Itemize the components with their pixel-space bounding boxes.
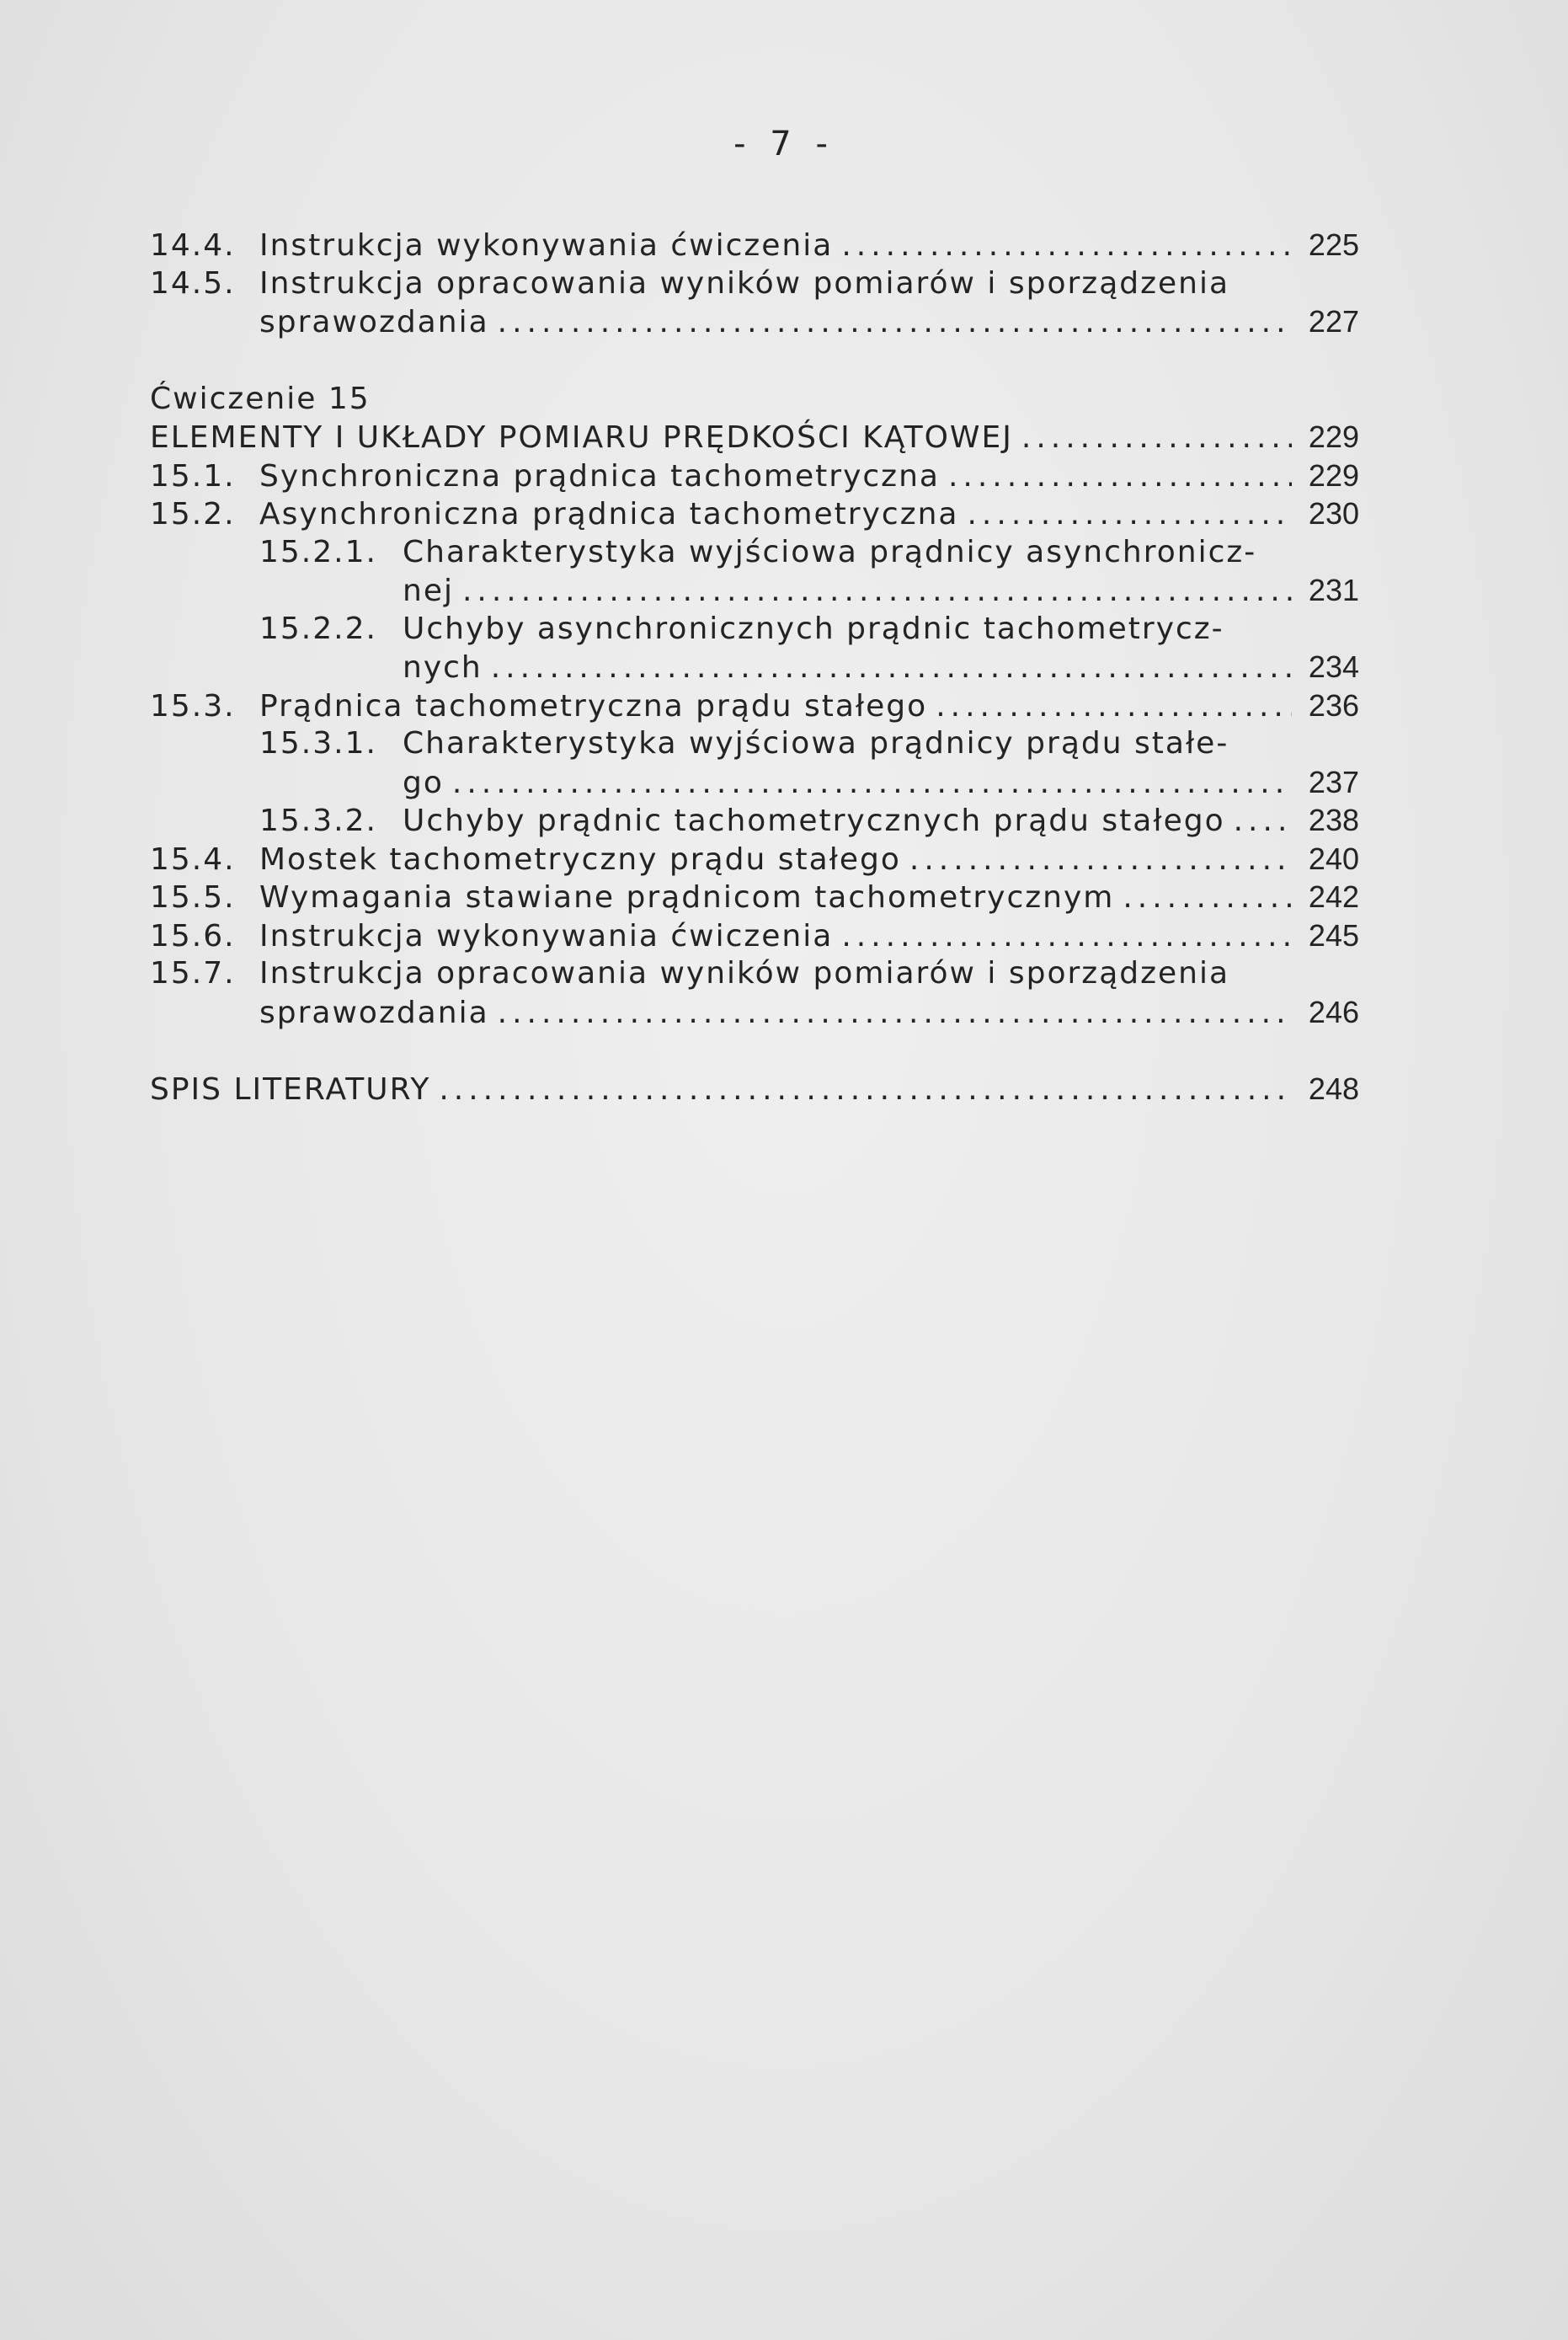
dot-leader — [1123, 879, 1292, 917]
toc-entry-page: 225 — [1308, 227, 1359, 262]
toc-entry-15-7-line1 — [150, 954, 1359, 993]
toc-entry-page: 238 — [1308, 803, 1359, 837]
toc-entry-page: 234 — [1308, 649, 1359, 684]
toc-entry-page: 242 — [1308, 879, 1359, 914]
toc-entry-title: SPIS LITERATURY — [150, 1072, 431, 1107]
toc-entry-title-continuation: nych — [403, 650, 483, 685]
dot-leader — [1021, 419, 1292, 457]
dot-leader — [841, 227, 1292, 265]
dot-leader — [841, 917, 1292, 956]
toc-entry-page: 227 — [1308, 304, 1359, 339]
toc-entry-title-continuation: sprawozdania — [259, 995, 489, 1030]
toc-entry-number: 15.5. — [150, 880, 236, 915]
toc-entry-number: 15.2. — [150, 497, 236, 532]
toc-entry-number: 15.3. — [150, 688, 236, 724]
toc-entry-number: 15.4. — [150, 841, 236, 877]
toc-entry-page: 248 — [1308, 1071, 1359, 1106]
dot-leader — [439, 1071, 1292, 1109]
toc-entry-page: 237 — [1308, 764, 1359, 799]
toc-entry-page: 236 — [1308, 687, 1359, 723]
toc-entry-15-2-2-line1 — [150, 610, 1359, 649]
dot-leader — [498, 303, 1292, 342]
toc-entry-15-2-1-line2 — [150, 571, 1359, 610]
toc-entry-title: Instrukcja opracowania wyników pomiarów i sporządzenia — [259, 265, 1230, 301]
toc-entry-15-6 — [150, 916, 1359, 955]
toc-entry-15-7-line2 — [150, 993, 1359, 1032]
toc-entry-title-continuation: nej — [403, 574, 454, 608]
toc-entry-15-3 — [150, 687, 1359, 725]
table-of-contents — [150, 226, 1359, 1109]
dot-leader — [1234, 802, 1292, 841]
toc-entry-bibliography — [150, 1070, 1359, 1109]
toc-entry-title: Instrukcja opracowania wyników pomiarów i sporządzenia — [259, 956, 1230, 991]
toc-entry-number: 15.3.1. — [259, 726, 377, 761]
toc-entry-15-4 — [150, 840, 1359, 879]
toc-entry-title-continuation: go — [403, 765, 444, 800]
toc-entry-number: 15.3.2. — [259, 804, 377, 838]
toc-entry-title: Charakterystyka wyjściowa prądnicy asynchronicz- — [403, 534, 1257, 569]
page-number: - 7 - — [733, 125, 835, 163]
toc-entry-title: Asynchroniczna prądnica tachometryczna — [259, 497, 959, 532]
toc-entry-number: 15.1. — [150, 458, 236, 494]
dot-leader — [967, 495, 1292, 534]
toc-entry-page: 240 — [1308, 841, 1359, 876]
toc-entry-title: Mostek tachometryczny prądu stałego — [259, 841, 901, 877]
toc-entry-15-1 — [150, 457, 1359, 495]
toc-entry-15-3-2 — [150, 801, 1359, 840]
toc-entry-page: 230 — [1308, 496, 1359, 531]
dot-leader — [936, 687, 1292, 726]
toc-entry-title: Wymagania stawiane prądnicom tachometrycznym — [259, 880, 1115, 915]
toc-entry-15-2-1-line1 — [150, 533, 1359, 572]
dot-leader — [909, 841, 1292, 879]
toc-entry-14-4 — [150, 226, 1359, 264]
dot-leader — [948, 457, 1292, 496]
toc-entry-number: 14.5. — [150, 265, 236, 301]
toc-entry-title: Instrukcja wykonywania ćwiczenia — [259, 918, 834, 954]
toc-entry-title: Synchroniczna prądnica tachometryczna — [259, 458, 940, 494]
dot-leader — [452, 764, 1292, 803]
dot-leader — [498, 994, 1292, 1033]
toc-entry-page: 229 — [1308, 419, 1359, 454]
toc-entry-15-3-1-line2 — [150, 763, 1359, 802]
toc-entry-14-5-line2 — [150, 302, 1359, 341]
toc-chapter-heading — [150, 418, 1359, 457]
toc-entry-title: Uchyby prądnic tachometrycznych prądu stałego — [403, 804, 1225, 838]
toc-entry-page: 229 — [1308, 457, 1359, 493]
toc-entry-number: 15.2.2. — [259, 611, 377, 646]
toc-entry-title: Instrukcja wykonywania ćwiczenia — [259, 228, 834, 263]
toc-entry-number: 15.2.1. — [259, 534, 377, 569]
toc-entry-page: 231 — [1308, 573, 1359, 607]
chapter-title: ELEMENTY I UKŁADY POMIARU PRĘDKOŚCI KĄTOWEJ — [150, 420, 1013, 455]
dot-leader — [462, 572, 1292, 611]
toc-entry-15-5 — [150, 878, 1359, 916]
toc-entry-15-3-1-line1 — [150, 724, 1359, 763]
toc-entry-title: Charakterystyka wyjściowa prądnicy prądu stałe- — [403, 726, 1229, 761]
toc-entry-title: Uchyby asynchronicznych prądnic tachometrycz- — [403, 611, 1224, 646]
toc-entry-title-continuation: sprawozdania — [259, 305, 489, 339]
toc-entry-15-2 — [150, 494, 1359, 533]
toc-entry-15-2-2-line2 — [150, 648, 1359, 687]
exercise-label: Ćwiczenie 15 — [150, 381, 371, 416]
toc-entry-number: 14.4. — [150, 228, 236, 263]
toc-entry-page: 246 — [1308, 994, 1359, 1029]
toc-entry-title: Prądnica tachometryczna prądu stałego — [259, 688, 928, 724]
toc-entry-14-5-line1 — [150, 264, 1359, 303]
toc-entry-number: 15.6. — [150, 918, 236, 954]
toc-entry-page: 245 — [1308, 917, 1359, 953]
toc-entry-number: 15.7. — [150, 956, 236, 991]
dot-leader — [491, 649, 1292, 687]
